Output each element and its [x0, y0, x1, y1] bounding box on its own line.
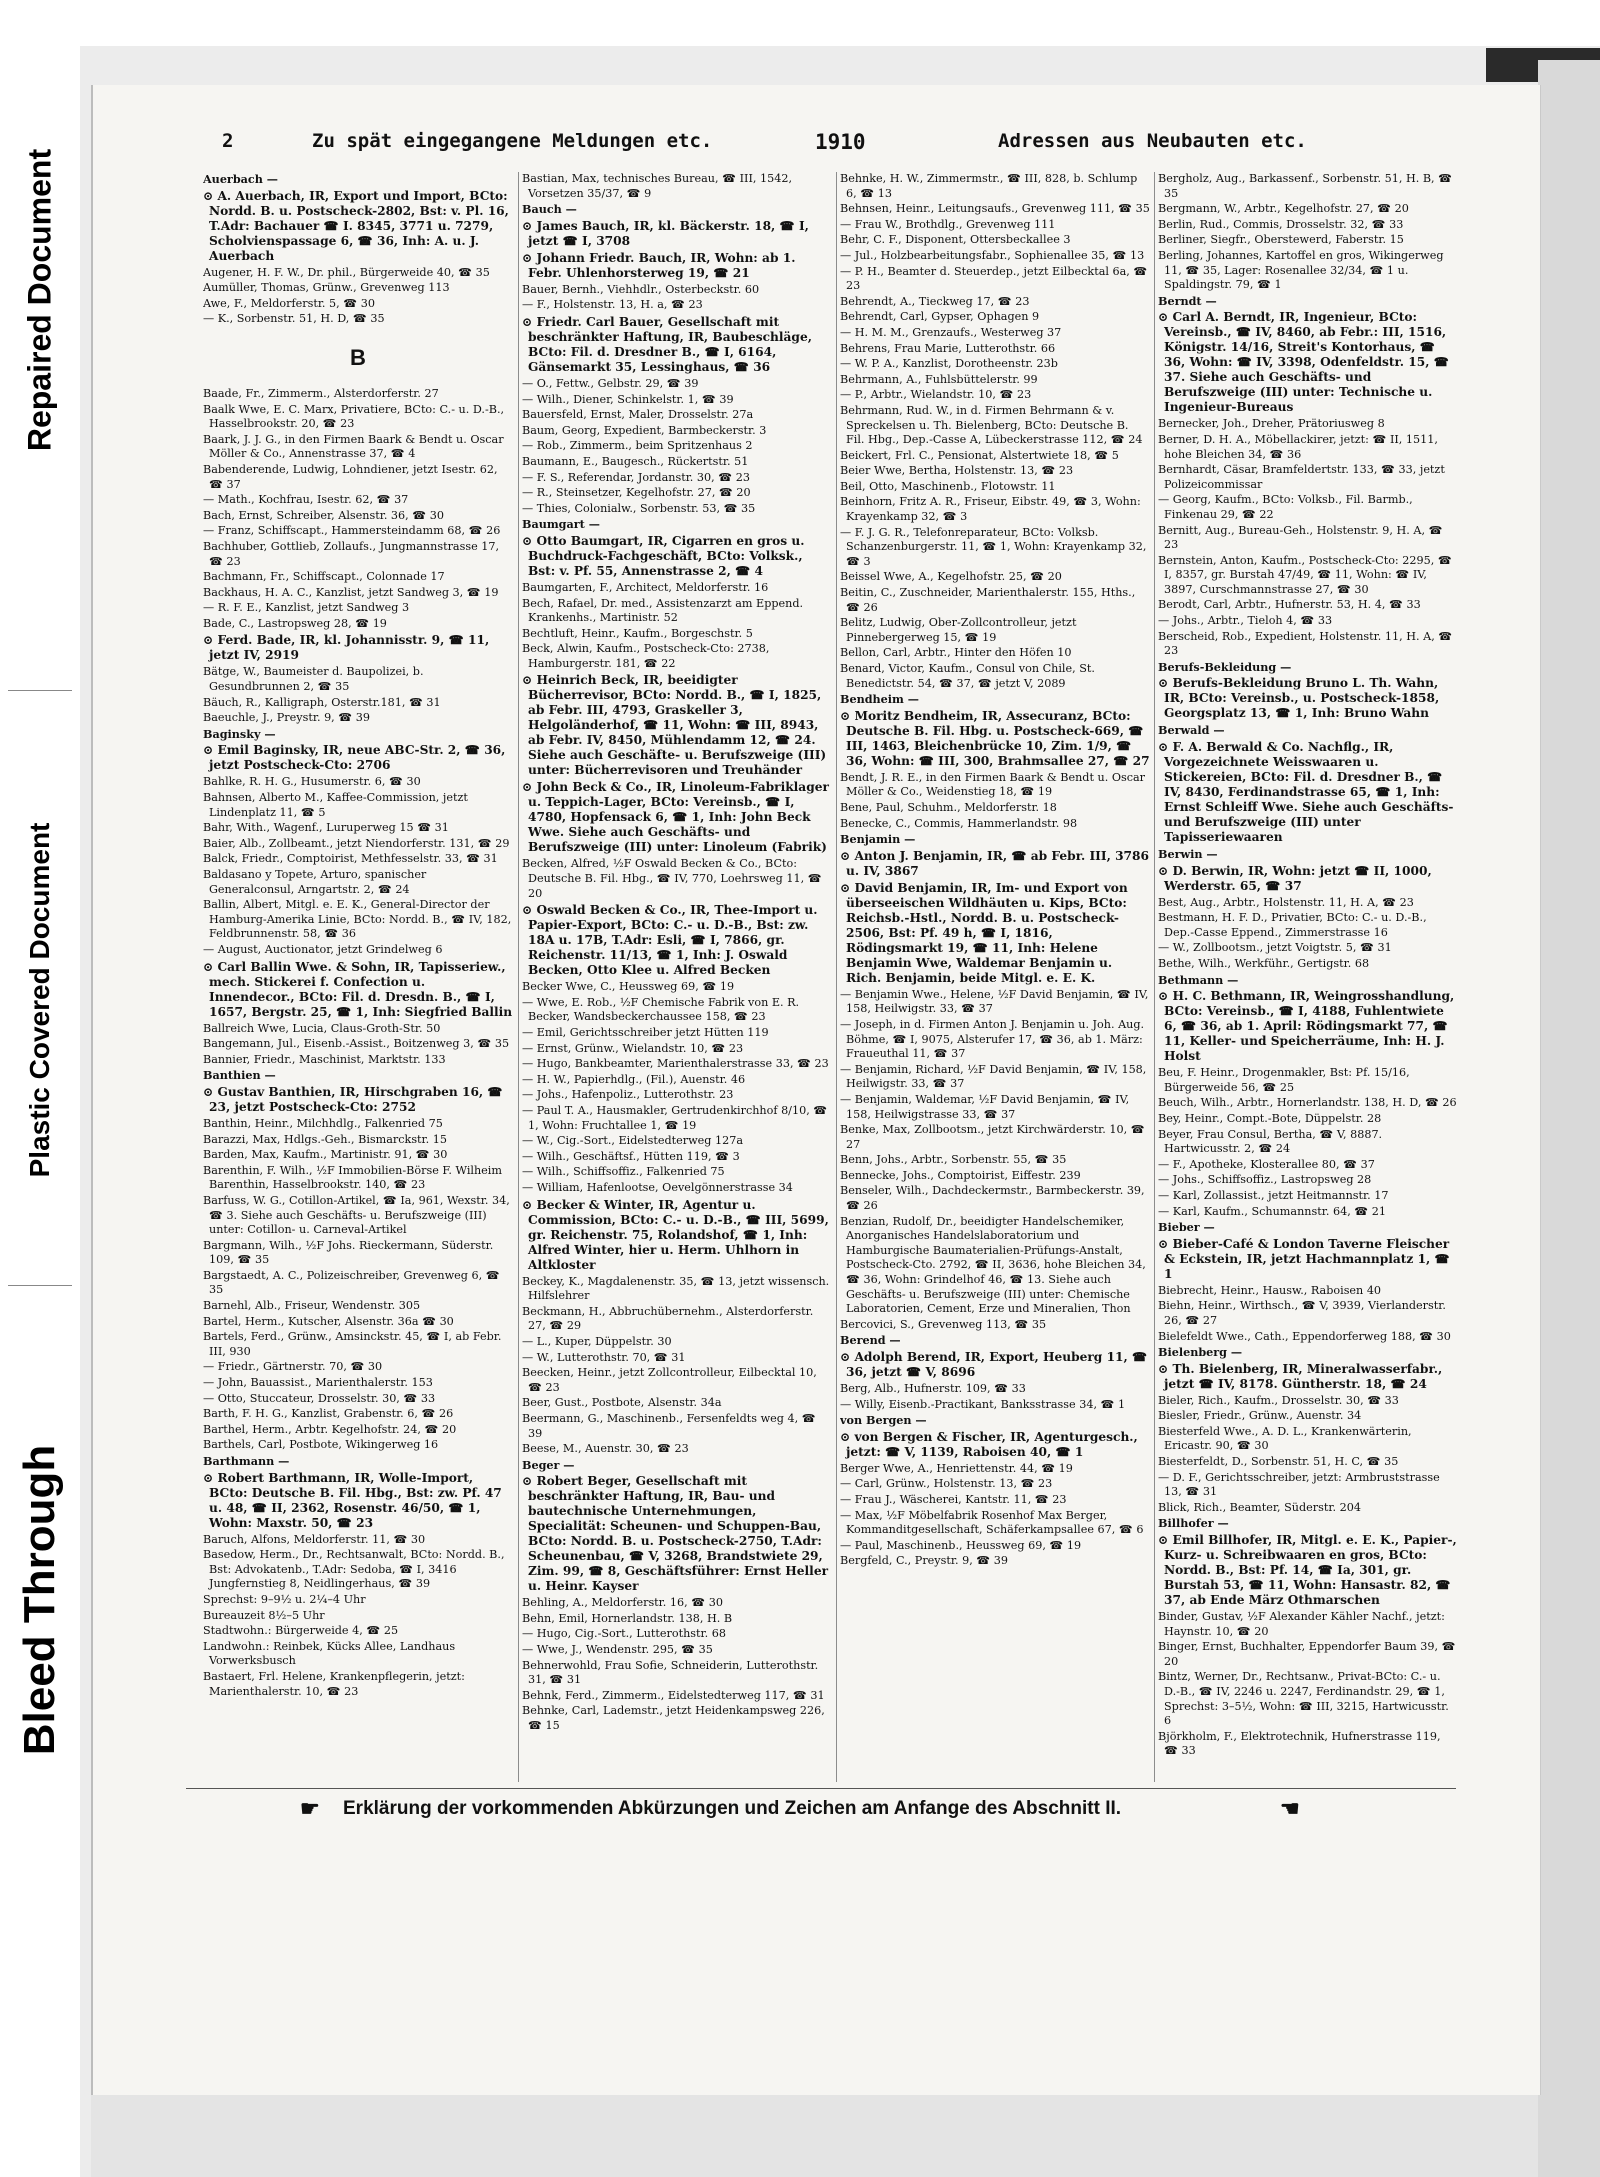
page-bottom-margin	[91, 2095, 1538, 2177]
firm-entry: ⊙ Oswald Becken & Co., IR, Thee-Import u. Papier-Export, BCto: C.- u. D.-B., Bst: zw. 18A u. 17B, T.Adr: Esli, ☎ I, 7866, gr. Reichenstr. 11/13, ☎ 1, Inh: J. Oswald Becken, Otto Klee u. Alfred Becken	[522, 903, 818, 978]
directory-entry: Baldasano y Topete, Arturo, spanischer Generalconsul, Arngartstr. 2, ☎ 24	[203, 868, 427, 896]
directory-entry: Aumüller, Thomas, Grünw., Grevenweg 113	[203, 281, 450, 295]
directory-entry: — Franz, Schiffscapt., Hammersteindamm 68, ☎ 26	[203, 524, 501, 538]
directory-entry: Bergfeld, C., Preystr. 9, ☎ 39	[840, 1554, 1009, 1568]
directory-entry: Barfuss, W. G., Cotillon-Artikel, ☎ Ia, 961, Wexstr. 34, ☎ 3. Siehe auch Geschäfts- u. Berufszweige (III) unter: Cotillon- u. Carneval-Artikel	[203, 1193, 510, 1237]
directory-entry: Bernstein, Anton, Kaufm., Postscheck-Cto: 2295, ☎ I, 8357, gr. Burstah 47/49, ☎ 11, Wohn: ☎ IV, 3897, Curschmannstrasse 27, ☎ 30	[1158, 553, 1452, 596]
directory-entry: Beickert, Frl. C., Pensionat, Alstertwiete 18, ☎ 5	[840, 448, 1119, 462]
firm-entry: ⊙ F. A. Berwald & Co. Nachflg., IR, Vorgezeichnete Weisswaaren u. Stickereien, BCto: Fil. d. Dresdner B., ☎ IV, 8430, Ferdinandstrasse 65, ☎ 1, Inh: Ernst Schleiff Wwe. Siehe auch Geschäfts- und Berufszweige (III) unter Tapisseriewaaren	[1158, 740, 1454, 845]
group-heading: Berend —	[840, 1333, 901, 1348]
directory-entry: Berg, Alb., Hufnerstr. 109, ☎ 33	[840, 1382, 1026, 1395]
firm-entry: ⊙ von Bergen & Fischer, IR, Agenturgesch., jetzt: ☎ V, 1139, Raboisen 40, ☎ 1	[840, 1429, 1138, 1459]
directory-entry: — Wilh., Schiffsoffiz., Falkenried 75	[522, 1165, 725, 1179]
directory-entry: Bene, Paul, Schuhm., Meldorferstr. 18	[840, 800, 1057, 814]
directory-entry: Behnerwohld, Frau Sofie, Schneiderin, Lutterothstr. 31, ☎ 31	[522, 1658, 819, 1687]
directory-entry: Becker Wwe, C., Heussweg 69, ☎ 19	[522, 980, 735, 994]
directory-entry: Awe, F., Meldorferstr. 5, ☎ 30	[203, 296, 376, 310]
side-divider	[8, 1285, 72, 1286]
directory-entry: Barth, F. H. G., Kanzlist, Grabenstr. 6, ☎ 26	[203, 1407, 454, 1421]
directory-entry: — W., Zollbootsm., jetzt Voigtstr. 5, ☎ 31	[1158, 941, 1392, 955]
firm-entry: ⊙ David Benjamin, IR, Im- und Export von überseeischen Wildhäuten u. Kips, BCto: Reichsb.-Hstl., Nordd. B. u. Postscheck- 2506, Bst: Pf. 49 h, ☎ I, 1816, Rödingsmarkt 19, ☎ 11, Inh: Helene Benjamin Wwe, Waldemar Benjamin u. Rich. Benjamin, beide Mitgl. e. E. K.	[840, 880, 1128, 985]
directory-entry: Bäuch, R., Kalligraph, Osterstr.181, ☎ 31	[203, 695, 441, 709]
directory-entry: Backhaus, H. A. C., Kanzlist, jetzt Sandweg 3, ☎ 19	[203, 585, 499, 599]
directory-entry: — F. J. G. R., Telefonreparateur, BCto: Volksb. Schanzenburgerstr. 11, ☎ 1, Wohn: Krayenkamp 32, ☎ 3	[840, 525, 1147, 568]
directory-entry: Beer, Gust., Postbote, Alsenstr. 34a	[522, 1396, 722, 1410]
directory-entry: Baumann, E., Baugesch., Rückertstr. 51	[522, 454, 749, 468]
group-heading: Bethmann —	[1158, 972, 1239, 987]
directory-entry: Beyer, Frau Consul, Bertha, ☎ V, 8887. Hartwicusstr. 2, ☎ 24	[1158, 1127, 1383, 1156]
firm-entry: ⊙ Emil Billhofer, IR, Mitgl. e. E. K., Papier-, Kurz- u. Schreibwaaren en gros, BCto: Nordd. B., Bst: Pf. 14, ☎ Ia, 301, gr. Burstah 53, ☎ 11, Wohn: Hansastr. 82, ☎ 37, ab Ende März Othmarschen	[1158, 1533, 1457, 1608]
firm-entry: ⊙ Heinrich Beck, IR, beeidigter Bücherrevisor, BCto: Nordd. B., ☎ I, 1825, ab Febr. III, 4793, Graskeller 3, Helgoländerhof, ☎ 11, Wohn: ☎ III, 8943, ab Febr. IV, 8450, Mühlendamm 12, ☎ 24. Siehe auch Geschäfte- u. Berufszweige (III) unter: Bücherrevisoren und Treuhänder	[522, 673, 827, 778]
directory-entry: Bargstaedt, A. C., Polizeischreiber, Grevenweg 6, ☎ 35	[203, 1268, 500, 1297]
bottom-rule	[186, 1788, 1456, 1789]
directory-entry: Biesler, Friedr., Grünw., Auenstr. 34	[1158, 1409, 1362, 1423]
directory-entry: Babenderende, Ludwig, Lohndiener, jetzt Isestr. 62, ☎ 37	[203, 462, 498, 491]
directory-entry: Beermann, G., Maschinenb., Fersenfeldts weg 4, ☎ 39	[522, 1411, 816, 1440]
directory-entry: Berscheid, Rob., Expedient, Holstenstr. 11, H. A, ☎ 23	[1158, 629, 1453, 658]
directory-entry: — Benjamin Wwe., Helene, ½F David Benjamin, ☎ IV, 158, Heilwigstr. 33, ☎ 37	[840, 987, 1149, 1016]
directory-entry: Bech, Rafael, Dr. med., Assistenzarzt am Eppend. Krankenhs., Martinistr. 52	[522, 596, 804, 625]
footer-note: Erklärung der vorkommenden Abkürzungen und Zeichen am Anfange des Abschnitt II.	[343, 1798, 1122, 1819]
directory-entry: — Wwe, J., Wendenstr. 295, ☎ 35	[522, 1643, 713, 1657]
directory-entry: Benseler, Wilh., Dachdeckermstr., Barmbeckerstr. 39, ☎ 26	[840, 1184, 1145, 1213]
group-heading: Auerbach —	[203, 172, 278, 186]
directory-entry: Berling, Johannes, Kartoffel en gros, Wikingerweg 11, ☎ 35, Lager: Rosenallee 32/34, ☎ 1 u. Spaldingstr. 79, ☎ 1	[1158, 248, 1444, 292]
directory-entry: Behrens, Frau Marie, Lutterothstr. 66	[840, 341, 1056, 355]
page-footer	[0, 1796, 1600, 1826]
directory-entry: Bahlke, R. H. G., Husumerstr. 6, ☎ 30	[203, 775, 421, 789]
directory-entry: — R. F. E., Kanzlist, jetzt Sandweg 3	[203, 601, 410, 615]
directory-entry: Beck, Alwin, Kaufm., Postscheck-Cto: 2738, Hamburgerstr. 181, ☎ 22	[522, 642, 770, 670]
directory-entry: Berodt, Carl, Arbtr., Hufnerstr. 53, H. 4, ☎ 33	[1158, 598, 1421, 612]
directory-entry: — Wwe, E. Rob., ½F Chemische Fabrik von E. R. Becker, Wandsbeckerchaussee 158, ☎ 23	[522, 995, 800, 1024]
pointing-hand-right-icon: ☛	[300, 1796, 320, 1821]
group-heading: Baumgart —	[522, 517, 600, 532]
directory-entry: Bannier, Friedr., Maschinist, Marktstr. 133	[203, 1052, 446, 1066]
firm-entry: ⊙ Becker & Winter, IR, Agentur u. Commission, BCto: C.- u. D.-B., ☎ III, 5699, gr. Reichenstr. 75, Rolandshof, ☎ 1, Inh: Alfred Winter, hier u. Herm. Uhlhorn in Altkloster	[522, 1197, 829, 1272]
directory-entry: — P., Arbtr., Wielandstr. 10, ☎ 23	[840, 388, 1032, 402]
firm-entry: ⊙ Berufs-Bekleidung Bruno L. Th. Wahn, IR, BCto: Vereinsb., u. Postscheck-1858, Georgsplatz 13, ☎ 1, Inh: Bruno Wahn	[1158, 676, 1440, 721]
firm-entry: ⊙ Anton J. Benjamin, IR, ☎ ab Febr. III, 3786 u. IV, 3867	[840, 848, 1149, 878]
page-edge-right	[1538, 60, 1600, 2177]
directory-entry: — Friedr., Gärtnerstr. 70, ☎ 30	[203, 1360, 383, 1374]
directory-entry: Bureauzeit 8½–5 Uhr	[203, 1608, 325, 1622]
directory-entry: — O., Fettw., Gelbstr. 29, ☎ 39	[522, 376, 699, 390]
directory-entry: Biesterfeld Wwe., A. D. L., Krankenwärterin, Ericastr. 90, ☎ 30	[1158, 1424, 1412, 1453]
column-rule	[836, 172, 837, 1782]
directory-entry: Bernecker, Joh., Dreher, Prätoriusweg 8	[1158, 417, 1385, 431]
directory-column-3	[840, 172, 1150, 1782]
group-heading: Baginsky —	[203, 726, 276, 741]
directory-entry: Beuch, Wilh., Arbtr., Hornerlandstr. 138, H. D, ☎ 26	[1158, 1096, 1457, 1110]
directory-entry: — Paul, Maschinenb., Heussweg 69, ☎ 19	[840, 1538, 1082, 1552]
directory-entry: Ballin, Albert, Mitgl. e. E. K., General-Director der Hamburg-Amerika Linie, BCto: Nordd. B., ☎ IV, 182, Feldbrunnenstr. 58, ☎ 36	[203, 898, 512, 941]
directory-column-1	[203, 172, 513, 1782]
directory-entry: Best, Aug., Arbtr., Holstenstr. 11, H. A, ☎ 23	[1158, 895, 1414, 909]
directory-entry: Bangemann, Jul., Eisenb.-Assist., Boitzenweg 3, ☎ 35	[203, 1037, 510, 1051]
directory-entry: Behling, A., Meldorferstr. 16, ☎ 30	[522, 1596, 723, 1610]
directory-entry: Biesterfeldt, D., Sorbenstr. 51, H. C, ☎ 35	[1158, 1455, 1399, 1469]
firm-entry: ⊙ Carl A. Berndt, IR, Ingenieur, BCto: Vereinsb., ☎ IV, 8460, ab Febr.: III, 1516, Königstr. 14/16, Streit's Kontorhaus, ☎ 36, Wohn: ☎ IV, 3398, Odenfeldstr. 15, ☎ 37. Siehe auch Geschäfts- und Berufszweige (III) unter: Technische u. Ingenieur-Bureaus	[1158, 310, 1449, 415]
directory-entry: — Wilh., Diener, Schinkelstr. 1, ☎ 39	[522, 392, 734, 406]
directory-entry: Bethe, Wilh., Werkführ., Gertigstr. 68	[1158, 957, 1370, 970]
directory-entry: — Hugo, Cig.-Sort., Lutterothstr. 68	[522, 1627, 726, 1641]
directory-entry: — H. M. M., Grenzaufs., Westerweg 37	[840, 325, 1062, 339]
directory-entry: Bintz, Werner, Dr., Rechtsanw., Privat-BCto: C.- u. D.-B., ☎ IV, 2246 u. 2247, Ferdinandstr. 29, ☎ 1, Sprechst: 3–5½, Wohn: ☎ III, 3215, Hartwicusstr. 6	[1158, 1670, 1449, 1728]
directory-entry: Behrmann, A., Fuhlsbüttelerstr. 99	[840, 372, 1038, 386]
directory-entry: Berger Wwe, A., Henriettenstr. 44, ☎ 19	[840, 1461, 1073, 1475]
side-label-repaired: Repaired Document	[21, 148, 58, 452]
directory-column-4	[1158, 172, 1458, 1782]
directory-entry: Balck, Friedr., Comptoirist, Methfesselstr. 33, ☎ 31	[203, 852, 498, 866]
directory-entry: Baruch, Alfons, Meldorferstr. 11, ☎ 30	[203, 1532, 426, 1546]
directory-entry: Blick, Rich., Beamter, Süderstr. 204	[1158, 1500, 1361, 1514]
directory-entry: — F. S., Referendar, Jordanstr. 30, ☎ 23	[522, 470, 750, 484]
directory-entry: Bestmann, H. F. D., Privatier, BCto: C.- u. D.-B., Dep.-Casse Eppend., Zimmerstrasse 16	[1158, 911, 1427, 939]
directory-entry: Bätge, W., Baumeister d. Baupolizei, b. Gesundbrunnen 2, ☎ 35	[203, 665, 424, 694]
directory-entry: Berner, D. H. A., Möbellackirer, jetzt: ☎ II, 1511, hohe Bleichen 34, ☎ 36	[1158, 432, 1438, 461]
group-heading: Berwald —	[1158, 723, 1225, 738]
directory-entry: Benecke, C., Commis, Hammerlandstr. 98	[840, 816, 1078, 830]
directory-entry: Bachhuber, Gottlieb, Zollaufs., Jungmannstrasse 17, ☎ 23	[203, 539, 500, 568]
directory-entry: Sprechst: 9–9½ u. 2¼–4 Uhr	[203, 1592, 366, 1606]
group-heading: Bendheim —	[840, 692, 919, 707]
directory-entry: Benke, Max, Zollbootsm., jetzt Kirchwärderstr. 10, ☎ 27	[840, 1123, 1145, 1151]
directory-entry: — Carl, Grünw., Holstenstr. 13, ☎ 23	[840, 1477, 1053, 1491]
firm-entry: ⊙ Gustav Banthien, IR, Hirschgraben 16, ☎ 23, jetzt Postscheck-Cto: 2752	[203, 1084, 503, 1114]
directory-entry: Behnke, Carl, Lademstr., jetzt Heidenkampsweg 226, ☎ 15	[522, 1704, 825, 1733]
directory-entry: Stadtwohn.: Bürgerweide 4, ☎ 25	[203, 1624, 399, 1638]
directory-entry: Barazzi, Max, Hdlgs.-Geh., Bismarckstr. 15	[203, 1132, 448, 1146]
group-heading: Bieber —	[1158, 1220, 1215, 1235]
directory-entry: Behnk, Ferd., Zimmerm., Eidelstedterweg 117, ☎ 31	[522, 1688, 825, 1702]
directory-entry: Baumgarten, F., Architect, Meldorferstr. 16	[522, 580, 769, 594]
directory-entry: — Frau J., Wäscherei, Kantstr. 11, ☎ 23	[840, 1492, 1067, 1506]
directory-entry: Bartel, Herm., Kutscher, Alsenstr. 36a ☎ 30	[203, 1314, 454, 1328]
column-rule	[518, 172, 519, 1782]
header-year: 1910	[815, 130, 866, 154]
directory-entry: — P. H., Beamter d. Steuerdep., jetzt Eilbecktal 6a, ☎ 23	[840, 264, 1148, 293]
directory-entry: Bachmann, Fr., Schiffscapt., Colonnade 17	[203, 570, 445, 584]
directory-entry: Björkholm, F., Elektrotechnik, Hufnerstrasse 119, ☎ 33	[1158, 1729, 1441, 1758]
directory-entry: Beu, F. Heinr., Drogenmakler, Bst: Pf. 15/16, Bürgerweide 56, ☎ 25	[1158, 1066, 1410, 1094]
directory-entry: Behrmann, Rud. W., in d. Firmen Behrmann & v. Spreckelsen u. Th. Bielenberg, BCto: Deutsche B. Fil. Hbg., Dep.-Casse A, Lübeckerstrasse 112, ☎ 24	[840, 403, 1143, 447]
directory-entry: — K., Sorbenstr. 51, H. D, ☎ 35	[203, 312, 385, 326]
firm-entry: ⊙ Ferd. Bade, IR, kl. Johannisstr. 9, ☎ 11, jetzt IV, 2919	[203, 633, 490, 663]
firm-entry: ⊙ D. Berwin, IR, Wohn: jetzt ☎ II, 1000, Werderstr. 65, ☎ 37	[1158, 863, 1432, 893]
firm-entry: ⊙ Emil Baginsky, IR, neue ABC-Str. 2, ☎ 36, jetzt Postscheck-Cto: 2706	[203, 743, 506, 773]
directory-column-2	[522, 172, 832, 1782]
directory-entry: — Otto, Stuccateur, Drosselstr. 30, ☎ 33	[203, 1391, 436, 1405]
directory-entry: Basedow, Herm., Dr., Rechtsanwalt, BCto: Nordd. B., Bst: Advokatenb., T.Adr: Sedoba, ☎ I, 3416 Jungfernstieg 8, Neidlingerhaus, ☎ 39	[203, 1548, 505, 1591]
firm-entry: ⊙ Adolph Berend, IR, Export, Heuberg 11, ☎ 36, jetzt ☎ V, 8696	[840, 1350, 1148, 1379]
group-heading: Berufs-Bekleidung —	[1158, 659, 1292, 674]
directory-entry: Bey, Heinr., Compt.-Bote, Düppelstr. 28	[1158, 1111, 1382, 1125]
firm-entry: ⊙ Bieber-Café & London Taverne Fleischer & Eckstein, IR, jetzt Hachmannplatz 1, ☎ 1	[1158, 1236, 1450, 1281]
directory-entry: — Karl, Zollassist., jetzt Heitmannstr. 17	[1158, 1188, 1389, 1202]
directory-entry: Behnke, H. W., Zimmermstr., ☎ III, 828, b. Schlump 6, ☎ 13	[840, 172, 1138, 200]
directory-entry: Bartels, Ferd., Grünw., Amsinckstr. 45, ☎ I, ab Febr. III, 930	[203, 1330, 502, 1358]
header-right-title: Adressen aus Neubauten etc.	[998, 130, 1307, 152]
directory-entry: Beckmann, H., Abbruchübernehm., Alsterdorferstr. 27, ☎ 29	[522, 1304, 814, 1333]
directory-entry: Bieler, Rich., Kaufm., Drosselstr. 30, ☎ 33	[1158, 1393, 1399, 1407]
directory-entry: Landwohn.: Reinbek, Kücks Allee, Landhaus Vorwerksbusch	[203, 1639, 456, 1668]
directory-entry: — L., Kuper, Düppelstr. 30	[522, 1334, 672, 1348]
directory-entry: Barenthin, F. Wilh., ½F Immobilien-Börse F. Wilheim Barenthin, Hasselbrookstr. 140, ☎ 23	[203, 1163, 502, 1192]
page-number: 2	[222, 130, 234, 152]
directory-entry: Benard, Victor, Kaufm., Consul von Chile, St. Benedictstr. 54, ☎ 37, ☎ jetzt V, 2089	[840, 662, 1095, 690]
side-label-bleed: Bleed Through	[15, 1444, 64, 1756]
directory-entry: Bercovici, S., Grevenweg 113, ☎ 35	[840, 1317, 1047, 1331]
directory-entry: — Willy, Eisenb.-Practikant, Banksstrasse 34, ☎ 1	[840, 1397, 1126, 1411]
directory-entry: — Wilh., Geschäftsf., Hütten 119, ☎ 3	[522, 1149, 740, 1163]
side-label-band	[0, 0, 80, 2177]
directory-entry: Bellon, Carl, Arbtr., Hinter den Höfen 10	[840, 646, 1072, 660]
group-heading: Bauch —	[522, 202, 577, 217]
directory-entry: Baark, J. J. G., in den Firmen Baark & Bendt u. Oscar Möller & Co., Annenstrasse 37, ☎ 4	[203, 432, 504, 461]
group-heading: Berndt —	[1158, 293, 1217, 308]
directory-entry: Beil, Otto, Maschinenb., Flotowstr. 11	[840, 479, 1056, 493]
directory-entry: Barthel, Herm., Arbtr. Kegelhofstr. 24, ☎ 20	[203, 1422, 457, 1436]
directory-entry: Behr, C. F., Disponent, Ottersbeckallee 3	[840, 233, 1071, 247]
directory-entry: — F., Apotheke, Klosterallee 80, ☎ 37	[1158, 1157, 1375, 1171]
directory-entry: Baade, Fr., Zimmerm., Alsterdorferstr. 27	[203, 386, 439, 400]
firm-entry: ⊙ John Beck & Co., IR, Linoleum-Fabriklager u. Teppich-Lager, BCto: Vereinsb., ☎ I, 4780, Hopfensack 6, ☎ 1, Inh: John Beck Wwe. Siehe auch Geschäfts- und Berufszweige (III) unter: Linoleum (Fabrik)	[522, 780, 829, 855]
directory-entry: — Frau W., Brothdlg., Grevenweg 111	[840, 217, 1056, 231]
directory-entry: Barden, Max, Kaufm., Martinistr. 91, ☎ 30	[203, 1148, 448, 1162]
header-left-title: Zu spät eingegangene Meldungen etc.	[312, 130, 713, 152]
firm-entry: ⊙ Moritz Bendheim, IR, Assecuranz, BCto: Deutsche B. Fil. Hbg. u. Postscheck-669, ☎ III, 1463, Bleichenbrücke 10, Zim. 1/9, ☎ 36, Wohn: ☎ III, 300, Brahmsallee 27, ☎ 27	[840, 708, 1150, 768]
directory-entry: Bernhardt, Cäsar, Bramfeldertstr. 133, ☎ 33, jetzt Polizeicommissar	[1158, 463, 1445, 491]
directory-entry: Beissel Wwe, A., Kegelhofstr. 25, ☎ 20	[840, 570, 1062, 584]
directory-entry: — Johs., Schiffsoffiz., Lastropsweg 28	[1158, 1173, 1372, 1187]
directory-entry: Baum, Georg, Expedient, Barmbeckerstr. 3	[522, 423, 767, 437]
directory-entry: Barthels, Carl, Postbote, Wikingerweg 16	[203, 1438, 439, 1452]
firm-entry: ⊙ Friedr. Carl Bauer, Gesellschaft mit beschränkter Haftung, IR, Baubeschläge, BCto: Fil. d. Dresdner B., ☎ I, 6164, Gänsemarkt 35, Lessinghaus, ☎ 36	[522, 314, 812, 374]
directory-entry: Bergmann, W., Arbtr., Kegelhofstr. 27, ☎ 20	[1158, 202, 1409, 216]
directory-entry: Bach, Ernst, Schreiber, Alsenstr. 36, ☎ 30	[203, 508, 445, 522]
group-heading: Berwin —	[1158, 847, 1218, 862]
scan-top-margin	[80, 0, 1600, 46]
firm-entry: ⊙ A. Auerbach, IR, Export und Import, BCto: Nordd. B. u. Postscheck-2802, Bst: v. Pl. 16, T.Adr: Bachauer ☎ I. 8345, 3771 u. 7279, Scholvienspassage 6, ☎ 36, Inh: A. u. J. Auerbach	[203, 188, 509, 263]
directory-entry: Beier Wwe, Bertha, Holstenstr. 13, ☎ 23	[840, 464, 1074, 478]
directory-entry: Baier, Alb., Zollbeamt., jetzt Niendorferstr. 131, ☎ 29	[203, 836, 510, 850]
directory-entry: Bechtluft, Heinr., Kaufm., Borgeschstr. 5	[522, 626, 753, 640]
directory-entry: — Benjamin, Richard, ½F David Benjamin, ☎ IV, 158, Heilwigstr. 33, ☎ 37	[840, 1062, 1147, 1091]
directory-entry: — W., Cig.-Sort., Eidelstedterweg 127a	[522, 1134, 744, 1148]
directory-entry: Bendt, J. R. E., in den Firmen Baark & Bendt u. Oscar Möller & Co., Weidenstieg 18, ☎ 19	[840, 770, 1146, 799]
directory-entry: Bernitt, Aug., Bureau-Geh., Holstenstr. 9, H. A, ☎ 23	[1158, 523, 1443, 552]
directory-entry: Barnehl, Alb., Friseur, Wendenstr. 305	[203, 1299, 421, 1313]
directory-entry: Bauersfeld, Ernst, Maler, Drosselstr. 27a	[522, 408, 754, 422]
directory-entry: Bennecke, Johs., Comptoirist, Eiffestr. 239	[840, 1168, 1081, 1182]
firm-entry: ⊙ Otto Baumgart, IR, Cigarren en gros u. Buchdruck-Fachgeschäft, BCto: Volksk., Bst: v. Pf. 55, Annenstrasse 2, ☎ 4	[522, 533, 805, 578]
side-divider	[8, 690, 72, 691]
directory-entry: — Thies, Colonialw., Sorbenstr. 53, ☎ 35	[522, 501, 756, 515]
directory-entry: Bastian, Max, technisches Bureau, ☎ III, 1542, Vorsetzen 35/37, ☎ 9	[522, 172, 793, 200]
group-heading: von Bergen —	[840, 1413, 927, 1428]
directory-entry: Behrendt, Carl, Gypser, Ophagen 9	[840, 310, 1040, 324]
directory-entry: Baalk Wwe, E. C. Marx, Privatiere, BCto: C.- u. D.-B., Hasselbrookstr. 20, ☎ 23	[203, 402, 505, 431]
directory-entry: — Paul T. A., Hausmakler, Gertrudenkirchhof 8/10, ☎ 1, Wohn: Fruchtallee 1, ☎ 19	[522, 1104, 828, 1132]
group-heading: Barthmann —	[203, 1454, 290, 1468]
group-heading: Benjamin —	[840, 832, 916, 847]
directory-entry: Binger, Ernst, Buchhalter, Eppendorfer Baum 39, ☎ 20	[1158, 1640, 1456, 1668]
directory-entry: Bade, C., Lastropsweg 28, ☎ 19	[203, 616, 387, 630]
directory-entry: Biebrecht, Heinr., Hausw., Raboisen 40	[1158, 1283, 1382, 1297]
directory-entry: — Benjamin, Waldemar, ½F David Benjamin, ☎ IV, 158, Heilwigstrasse 33, ☎ 37	[840, 1092, 1130, 1121]
directory-entry: — Jul., Holzbearbeitungsfabr., Sophienallee 35, ☎ 13	[840, 248, 1145, 262]
directory-entry: Beitin, C., Zuschneider, Marienthalerstr. 155, Hths., ☎ 26	[840, 586, 1136, 614]
page-header	[130, 124, 1530, 164]
firm-entry: ⊙ Robert Beger, Gesellschaft mit beschränkter Haftung, IR, Bau- und bautechnische Unternehmungen, Specialität: Scheunen- und Schuppen-Bau, BCto: Nordd. B. u. Postscheck-2750, T.Adr: Scheunenbau, ☎ V, 3268, Brandstwiete 29, Zim. 99, ☎ 8, Geschäftsführer: Ernst Heller u. Heinr. Kayser	[522, 1474, 828, 1594]
directory-entry: Binder, Gustav, ½F Alexander Kähler Nachf., jetzt: Haynstr. 10, ☎ 20	[1158, 1610, 1445, 1638]
directory-entry: Behn, Emil, Hornerlandstr. 138, H. B	[522, 1611, 733, 1625]
directory-entry: Beckey, K., Magdalenenstr. 35, ☎ 13, jetzt wissensch. Hilfslehrer	[522, 1274, 830, 1303]
firm-entry: ⊙ Th. Bielenberg, IR, Mineralwasserfabr., jetzt ☎ IV, 8178. Güntherstr. 18, ☎ 24	[1158, 1361, 1443, 1391]
directory-entry: Behnsen, Heinr., Leitungsaufs., Grevenweg 111, ☎ 35	[840, 202, 1150, 216]
directory-entry: Berlin, Rud., Commis, Drosselstr. 32, ☎ 33	[1158, 217, 1404, 231]
directory-entry: — W. P. A., Kanzlist, Dorotheenstr. 23b	[840, 357, 1058, 371]
group-heading: Bielenberg —	[1158, 1345, 1243, 1360]
firm-entry: ⊙ Carl Ballin Wwe. & Sohn, IR, Tapisseriew., mech. Stickerei f. Confection u. Innendecor., BCto: Fil. d. Dresdn. B., ☎ I, 1657, Bergstr. 25, ☎ 1, Inh: Siegfried Ballin	[203, 959, 513, 1019]
group-heading: Banthien —	[203, 1068, 276, 1083]
section-letter: B	[350, 344, 366, 370]
directory-entry: — Emil, Gerichtsschreiber jetzt Hütten 119	[522, 1026, 769, 1040]
directory-entry: — Hugo, Bankbeamter, Marienthalerstrasse 33, ☎ 23	[522, 1057, 829, 1071]
directory-entry: — R., Steinsetzer, Kegelhofstr. 27, ☎ 20	[522, 486, 751, 500]
directory-entry: — Johs., Arbtr., Tieloh 4, ☎ 33	[1158, 614, 1333, 628]
directory-entry: — D. F., Gerichtsschreiber, jetzt: Armbruststrasse 13, ☎ 31	[1158, 1470, 1440, 1499]
directory-entry: Bergholz, Aug., Barkassenf., Sorbenstr. 51, H. B, ☎ 35	[1158, 172, 1453, 200]
directory-entry: Bargmann, Wilh., ½F Johs. Rieckermann, Süderstr. 109, ☎ 35	[203, 1238, 494, 1267]
directory-entry: — Rob., Zimmerm., beim Spritzenhaus 2	[522, 439, 753, 453]
directory-entry: — H. W., Papierhdlg., (Fil.), Auenstr. 46	[522, 1072, 746, 1086]
directory-entry: Beese, M., Auenstr. 30, ☎ 23	[522, 1442, 689, 1456]
directory-entry: Beecken, Heinr., jetzt Zollcontrolleur, Eilbecktal 10, ☎ 23	[522, 1366, 817, 1394]
directory-entry: — Johs., Hafenpoliz., Lutterothstr. 23	[522, 1088, 734, 1102]
directory-entry: Behrendt, A., Tieckweg 17, ☎ 23	[840, 294, 1030, 308]
directory-entry: Beinhorn, Fritz A. R., Friseur, Eibstr. 49, ☎ 3, Wohn: Krayenkamp 32, ☎ 3	[840, 495, 1141, 524]
directory-entry: — Ernst, Grünw., Wielandstr. 10, ☎ 23	[522, 1041, 744, 1055]
side-label-plastic: Plastic Covered Document	[24, 822, 55, 1178]
directory-entry: — Joseph, in d. Firmen Anton J. Benjamin u. Joh. Aug. Böhme, ☎ I, 9075, Alsterufer 17, ☎ 36, ab 1. März: Fraueuthal 11, ☎ 37	[840, 1017, 1145, 1061]
directory-entry: — John, Bauassist., Marienthalerstr. 153	[203, 1376, 433, 1390]
directory-entry: Baeuchle, J., Preystr. 9, ☎ 39	[203, 711, 371, 725]
directory-entry: Banthin, Heinr., Milchhdlg., Falkenried 75	[203, 1116, 443, 1130]
group-heading: Beger —	[522, 1457, 575, 1472]
group-heading: Billhofer —	[1158, 1516, 1229, 1531]
directory-entry: Berliner, Siegfr., Oberstewerd, Faberstr. 15	[1158, 233, 1404, 247]
directory-entry: — William, Hafenlootse, Oevelgönnerstrasse 34	[522, 1180, 793, 1194]
directory-entry: Ballreich Wwe, Lucia, Claus-Groth-Str. 50	[203, 1021, 441, 1035]
directory-entry: — Max, ½F Möbelfabrik Rosenhof Max Berger, Kommanditgesellschaft, Schäferkampsallee 67, ☎ 6	[840, 1508, 1144, 1537]
directory-entry: Benn, Johs., Arbtr., Sorbenstr. 55, ☎ 35	[840, 1153, 1067, 1167]
directory-entry: — Georg, Kaufm., BCto: Volksb., Fil. Barmb., Finkenau 29, ☎ 22	[1158, 493, 1413, 521]
firm-entry: ⊙ H. C. Bethmann, IR, Weingrosshandlung, BCto: Vereinsb., ☎ I, 4188, Fuhlentwiete 6, ☎ 36, ab 1. April: Rödingsmarkt 77, ☎ 11, Keller- und Speicherräume, Inh: H. J. Holst	[1158, 989, 1455, 1064]
directory-entry: — August, Auctionator, jetzt Grindelweg 6	[203, 942, 443, 956]
directory-entry: Benzian, Rudolf, Dr., beeidigter Handelschemiker, Anorganisches Handelslaboratorium und Hamburgische Baumaterialien-Prüfungs-Anstalt, Postscheck-Cto. 2792, ☎ II, 3636, hohe Bleichen 34, ☎ 36, Wohn: Grindelhof 46, ☎ 13. Siehe auch Geschäfts- u. Berufszweige (III) unter: Chemische Laboratorien, Cement, Erze und Mineralien, Thon	[840, 1214, 1146, 1316]
column-rule	[1154, 172, 1155, 1782]
directory-entry: Bahr, With., Wagenf., Luruperweg 15 ☎ 31	[203, 821, 449, 835]
pointing-hand-left-icon: ☚	[1280, 1796, 1300, 1821]
directory-entry: Bauer, Bernh., Viehhdlr., Osterbeckstr. 60	[522, 282, 760, 296]
firm-entry: ⊙ Johann Friedr. Bauch, IR, Wohn: ab 1. Febr. Uhlenhorsterweg 19, ☎ 21	[522, 250, 796, 280]
directory-entry: Biehn, Heinr., Wirthsch., ☎ V, 3939, Vierlanderstr. 26, ☎ 27	[1158, 1299, 1446, 1327]
directory-entry: — Karl, Kaufm., Schumannstr. 64, ☎ 21	[1158, 1204, 1387, 1218]
directory-entry: Bastaert, Frl. Helene, Krankenpflegerin, jetzt: Marienthalerstr. 10, ☎ 23	[203, 1669, 465, 1698]
directory-entry: Bahnsen, Alberto M., Kaffee-Commission, jetzt Lindenplatz 11, ☎ 5	[203, 791, 468, 819]
directory-entry: Belitz, Ludwig, Ober-Zollcontrolleur, jetzt Pinnebergerweg 15, ☎ 19	[840, 616, 1077, 644]
firm-entry: ⊙ James Bauch, IR, kl. Bäckerstr. 18, ☎ I, jetzt ☎ I, 3708	[522, 218, 809, 248]
directory-entry: — F., Holstenstr. 13, H. a, ☎ 23	[522, 298, 703, 312]
directory-entry: Bielefeldt Wwe., Cath., Eppendorferweg 188, ☎ 30	[1158, 1329, 1451, 1343]
directory-entry: Augener, H. F. W., Dr. phil., Bürgerweide 40, ☎ 35	[203, 265, 490, 279]
directory-entry: — W., Lutterothstr. 70, ☎ 31	[522, 1350, 686, 1364]
directory-entry: — Math., Kochfrau, Isestr. 62, ☎ 37	[203, 493, 409, 507]
directory-entry: Becken, Alfred, ½F Oswald Becken & Co., BCto: Deutsche B. Fil. Hbg., ☎ IV, 770, Loehrsweg 11, ☎ 20	[522, 857, 822, 900]
firm-entry: ⊙ Robert Barthmann, IR, Wolle-Import, BCto: Deutsche B. Fil. Hbg., Bst: zw. Pf. 47 u. 48, ☎ II, 2362, Rosenstr. 46/50, ☎ 1, Wohn: Maxstr. 50, ☎ 23	[203, 1470, 502, 1530]
